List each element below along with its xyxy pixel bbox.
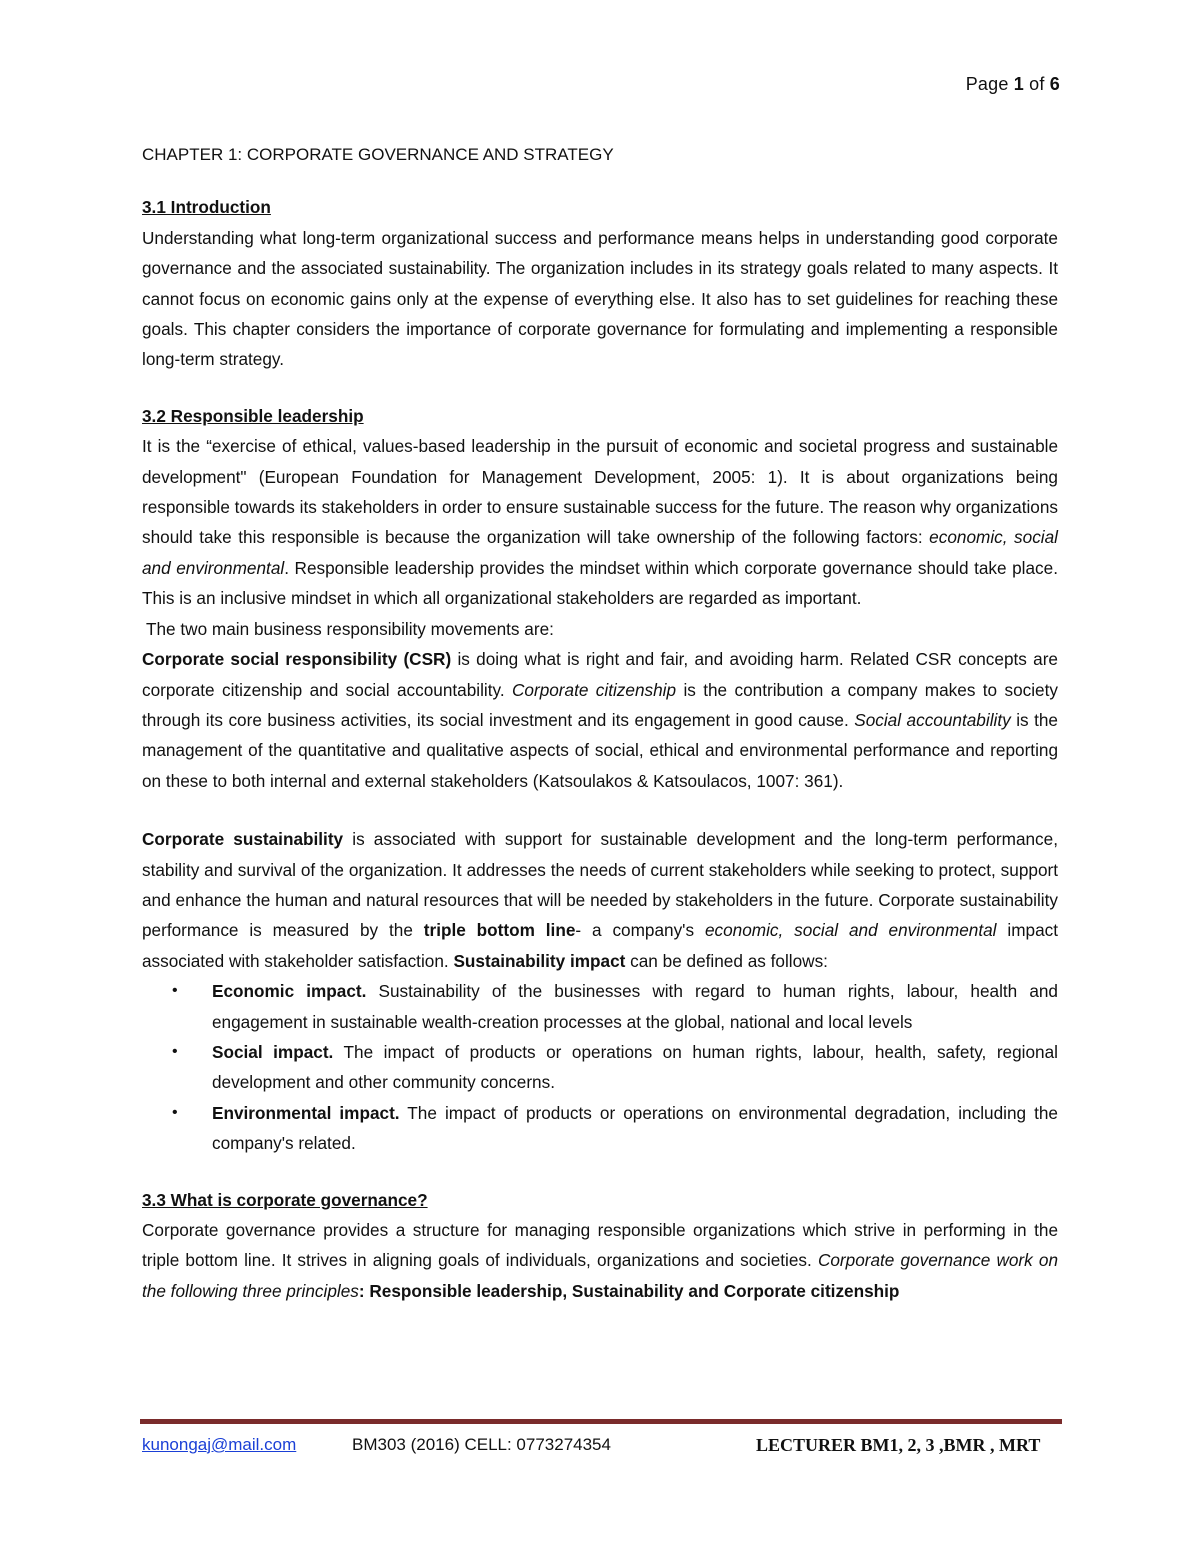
page-of: of — [1029, 74, 1045, 94]
section-3-3-body: Corporate governance provides a structure for managing responsible organizations which strive in performing in the triple bottom line. It strives in aligning goals of individuals, organizations and societies. Corporate governance work on the following three principles: Responsible leadership, Sustainability and Corporate citizenship — [142, 1220, 1058, 1301]
footer-email-link[interactable]: kunongaj@mail.com — [142, 1435, 297, 1454]
section-heading-3-2: 3.2 Responsible leadership — [142, 405, 364, 426]
list-item: • Environmental impact. The impact of products or operations on environmental degradation, including the company's related. — [142, 1098, 1058, 1159]
csr-paragraph: Corporate social responsibility (CSR) is doing what is right and fair, and avoiding harm. Related CSR concepts are corporate citizenship and social accountability. Corporate citizenship is the contribution a company makes to society through its core business activities, its social investment and its engagement in good cause. Social accountability is the management of the quantitative and qualitative aspects of social, ethical and environmental performance and reporting on these to both internal and external stakeholders (Katsoulakos & Katsoulacos, 1007: 361). — [142, 649, 1058, 791]
list-item: • Economic impact. Sustainability of the businesses with regard to human rights, labour, health and engagement in sustainable wealth-creation processes at the global, national and local levels — [142, 976, 1058, 1037]
list-item: • Social impact. The impact of products or operations on human rights, labour, health, safety, regional development and other community concerns. — [142, 1037, 1058, 1098]
impact-list — [142, 976, 1058, 1158]
footer-lecturer: LECTURER BM1, 2, 3 ,BMR , MRT — [756, 1435, 1041, 1455]
section-3-2-paragraph: It is the “exercise of ethical, values-based leadership in the pursuit of economic and societal progress and sustainable development" (European Foundation for Management Development, 2005: 1). It is about organizations being responsible towards its stakeholders in order to ensure sustainable success for the future. The reason why organizations should take this responsible is because the organization will take ownership of the following factors: economic, social and environmental. Responsible leadership provides the mindset within which corporate governance should take place. This is an inclusive mindset in which all organizational stakeholders are regarded as important. — [142, 436, 1059, 609]
section-heading-3-1: 3.1 Introduction — [142, 197, 271, 218]
footer-course-info: BM303 (2016) CELL: 0773274354 — [352, 1435, 611, 1454]
bullet-icon: • — [172, 982, 178, 1000]
bullet-icon: • — [172, 1103, 178, 1121]
chapter-title: CHAPTER 1: CORPORATE GOVERNANCE AND STRATEGY — [142, 145, 614, 164]
corporate-sustainability-paragraph: Corporate sustainability is associated with support for sustainable development and the long-term performance, stability and survival of the organization. It addresses the needs of current stakeholders while seeking to protect, support and enhance the human and natural resources that will be needed by stakeholders in the future. Corporate sustainability performance is measured by the triple bottom line- a company's economic, social and environmental impact associated with stakeholder satisfaction. Sustainability impact can be defined as follows: — [142, 829, 1059, 971]
bullet-icon: • — [172, 1042, 178, 1060]
footer-divider — [140, 1419, 1062, 1424]
section-3-1-body: Understanding what long-term organizational success and performance means helps in understanding good corporate governance and the associated sustainability. The organization includes in its strategy goals related to many aspects. It cannot focus on economic gains only at the expense of everything else. It also has to set guidelines for reaching these goals. This chapter considers the importance of corporate governance for formulating and implementing a responsible long-term strategy. — [142, 227, 1058, 370]
section-heading-3-3: 3.3 What is corporate governance? — [142, 1189, 428, 1210]
page-current: 1 — [1013, 74, 1024, 94]
page-content — [142, 140, 1058, 1306]
page-total: 6 — [1049, 74, 1060, 94]
movements-intro: The two main business responsibility movements are: — [146, 618, 554, 639]
page-prefix: Page — [965, 74, 1009, 94]
page-number — [966, 74, 1060, 95]
